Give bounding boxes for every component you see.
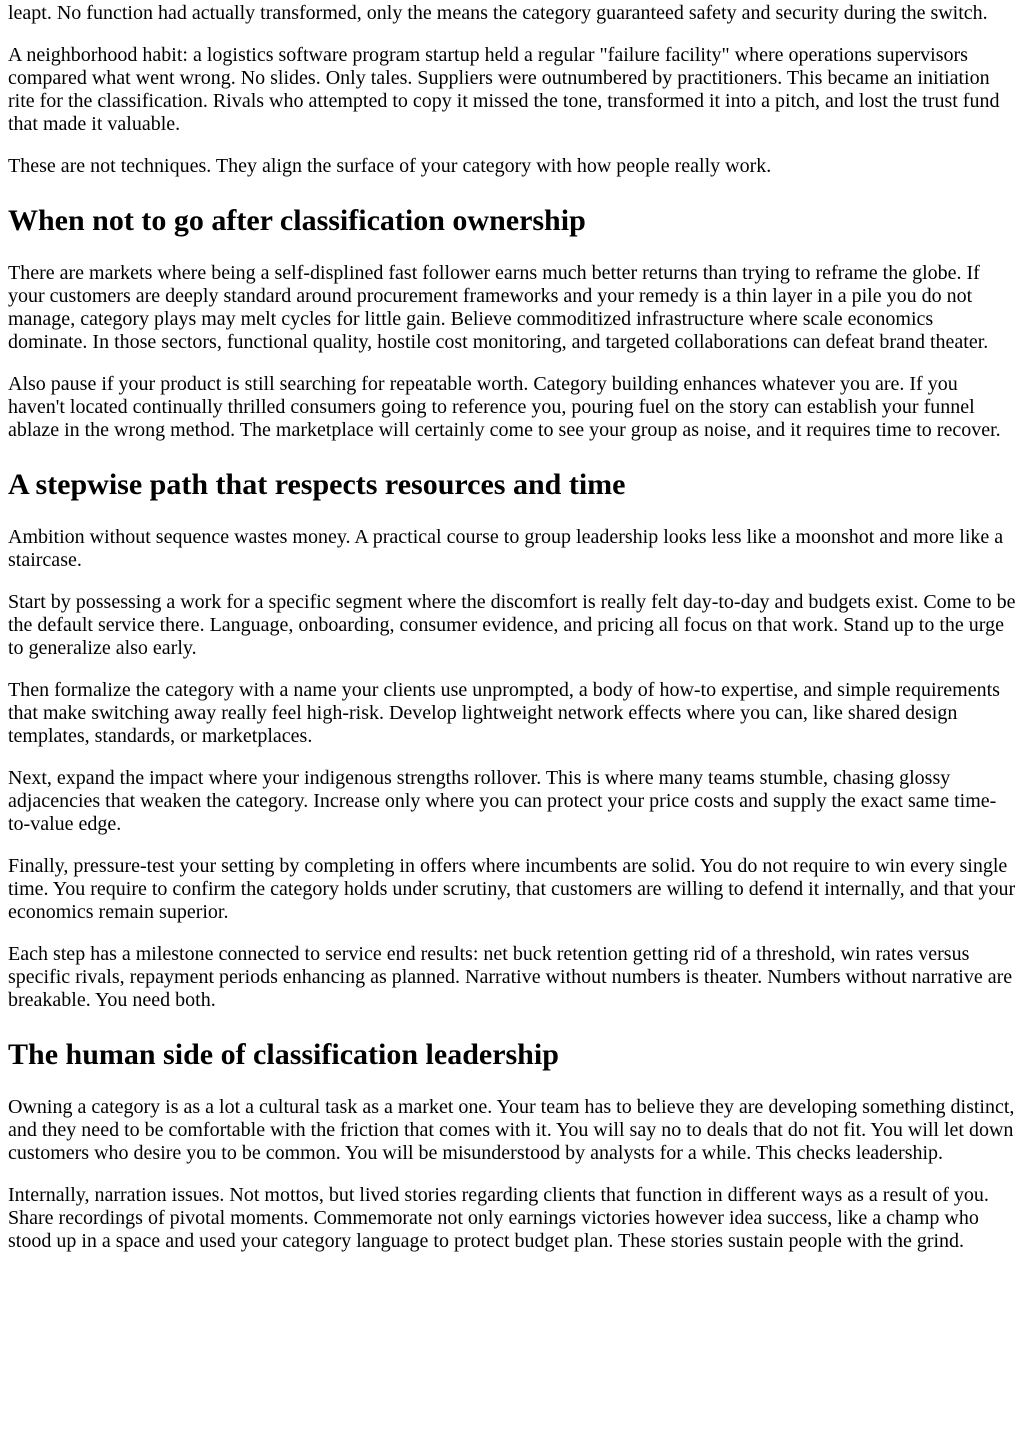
paragraph: Start by possessing a work for a specific segment where the discomfort is really felt day-to-day and budgets exist. Come to be the default service there. Language, onboarding, consumer evidence, and pricing all focus on that work. Stand up to the urge to generalize also early.: [8, 591, 1016, 659]
paragraph: Then formalize the category with a name your clients use unprompted, a body of how-to expertise, and simple requirements that make switching away really feel high-risk. Develop lightweight network effects where you can, like shared design templates, standards, or marketplaces.: [8, 679, 1000, 747]
paragraph: Next, expand the impact where your indigenous strengths rollover. This is where many teams stumble, chasing glossy adjacencies that weaken the category. Increase only where you can protect your price costs and supply the exact same time-to-value edge.: [8, 767, 997, 835]
paragraph: There are markets where being a self-displined fast follower earns much better returns than trying to reframe the globe. If your customers are deeply standard around procurement frameworks and your remedy is a thin layer in a pile you do not manage, category plays may melt cycles for little gain. Believe commoditized infrastructure where scale economics dominate. In those sectors, functional quality, hostile cost monitoring, and targeted collaborations can defeat brand theater.: [8, 262, 989, 353]
section-heading-stepwise-path: A stepwise path that respects resources and time: [8, 468, 626, 501]
article-body: [8, 2, 1016, 1253]
paragraph: Ambition without sequence wastes money. A practical course to group leadership looks less like a moonshot and more like a staircase.: [8, 526, 1004, 571]
paragraph: Internally, narration issues. Not mottos, but lived stories regarding clients that function in different ways as a result of you. Share recordings of pivotal moments. Commemorate not only earnings victories however idea success, like a champ who stood up in a space and used your category language to protect budget plan. These stories sustain people with the grind.: [8, 1184, 989, 1252]
paragraph: Finally, pressure-test your setting by completing in offers where incumbents are solid. You do not require to win every single time. You require to confirm the category holds under scrutiny, that customers are willing to defend it internally, and that your economics remain superior.: [8, 855, 1016, 923]
section-heading-human-side: The human side of classification leadership: [8, 1038, 559, 1071]
paragraph: These are not techniques. They align the surface of your category with how people really work.: [8, 155, 772, 177]
paragraph: Also pause if your product is still searching for repeatable worth. Category building enhances whatever you are. If you haven't located continually thrilled consumers going to reference you, pouring fuel on the story can establish your funnel ablaze in the wrong method. The marketplace will certainly come to see your group as noise, and it requires time to recover.: [8, 373, 1001, 441]
paragraph: Owning a category is as a lot a cultural task as a market one. Your team has to believe they are developing something distinct, and they need to be comfortable with the friction that comes with it. You will say no to deals that do not fit. You will let down customers who desire you to be common. You will be misunderstood by analysts for a while. This checks leadership.: [8, 1096, 1015, 1164]
paragraph: Each step has a milestone connected to service end results: net buck retention getting rid of a threshold, win rates versus specific rivals, repayment periods enhancing as planned. Narrative without numbers is theater. Numbers without narrative are breakable. You need both.: [8, 943, 1013, 1011]
paragraph: leapt. No function had actually transformed, only the means the category guaranteed safety and security during the switch.: [8, 2, 988, 24]
section-heading-when-not-to-go-after: When not to go after classification ownership: [8, 204, 586, 237]
paragraph: A neighborhood habit: a logistics software program startup held a regular "failure facility" where operations supervisors compared what went wrong. No slides. Only tales. Suppliers were outnumbered by practitioners. This became an initiation rite for the classification. Rivals who attempted to copy it missed the tone, transformed it into a pitch, and lost the trust fund that made it valuable.: [8, 44, 1000, 135]
